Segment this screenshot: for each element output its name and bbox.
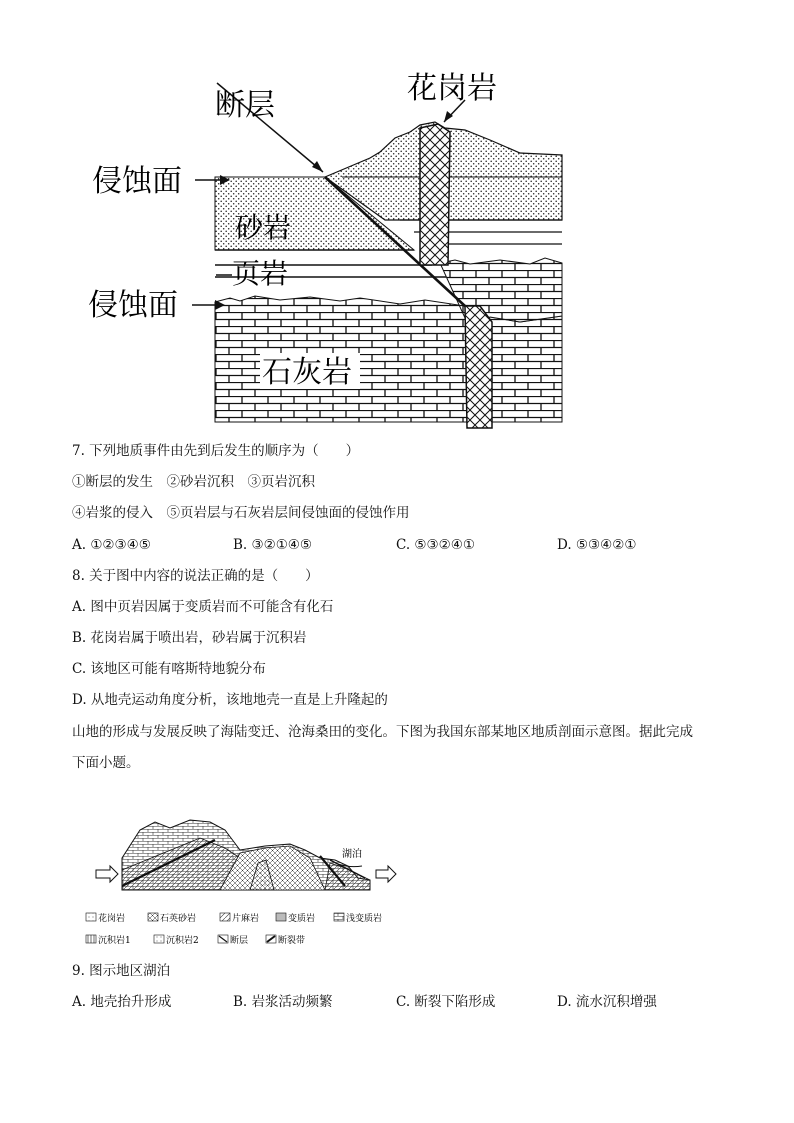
intro-line1: 山地的形成与发展反映了海陆变迁、沧海桑田的变化。下图为我国东部某地区地质剖面示意图。据此完成 xyxy=(72,724,693,740)
legend-fracture-zone: 断裂带 xyxy=(278,936,306,946)
legend-gneiss: 片麻岩 xyxy=(232,914,260,924)
geologic-profile-figure xyxy=(80,808,410,953)
q9-option-c[interactable]: C. 断裂下陷形成 xyxy=(396,994,496,1010)
q8-option-d[interactable]: D. 从地壳运动角度分析，该地地壳一直是上升隆起的 xyxy=(72,692,388,708)
lake-label: 湖泊 xyxy=(342,849,362,860)
legend-metamorphic: 变质岩 xyxy=(288,914,316,924)
q8-option-a[interactable]: A. 图中页岩因属于变质岩而不可能含有化石 xyxy=(72,599,334,615)
q7-events-line1: ①断层的发生 ②砂岩沉积 ③页岩沉积 xyxy=(72,474,315,490)
legend-sedimentary-2: 沉积岩2 xyxy=(166,936,199,946)
fault-label: 断层 xyxy=(215,88,275,123)
legend-sedimentary-1: 沉积岩1 xyxy=(98,936,131,946)
intro-line2: 下面小题。 xyxy=(72,755,140,771)
q7-option-c[interactable]: C. ⑤③②④① xyxy=(396,537,475,553)
geologic-cross-section-figure xyxy=(80,60,580,435)
q8-option-b[interactable]: B. 花岗岩属于喷出岩，砂岩属于沉积岩 xyxy=(72,630,307,646)
q9-option-b[interactable]: B. 岩浆活动频繁 xyxy=(233,994,333,1010)
erosion-surface-lower-label: 侵蚀面 xyxy=(88,288,178,323)
q7-option-a[interactable]: A. ①②③④⑤ xyxy=(72,537,151,553)
limestone-label: 石灰岩 xyxy=(262,355,352,390)
sandstone-label: 砂岩 xyxy=(235,211,292,244)
legend-fault: 断层 xyxy=(230,936,249,946)
q7-option-d[interactable]: D. ⑤③④②① xyxy=(557,537,637,553)
q9-option-d[interactable]: D. 流水沉积增强 xyxy=(557,994,657,1010)
q8-stem: 8. 关于图中内容的说法正确的是（ ） xyxy=(72,568,319,584)
shale-label: 页岩 xyxy=(232,257,289,290)
legend-granite: 花岗岩 xyxy=(98,914,126,924)
q7-option-b[interactable]: B. ③②①④⑤ xyxy=(233,537,313,553)
q7-stem: 7. 下列地质事件由先到后发生的顺序为（ ） xyxy=(72,443,360,459)
q8-option-c[interactable]: C. 该地区可能有喀斯特地貌分布 xyxy=(72,661,266,677)
erosion-surface-upper-label: 侵蚀面 xyxy=(92,164,182,199)
q9-option-a[interactable]: A. 地壳抬升形成 xyxy=(72,994,172,1010)
q7-events-line2: ④岩浆的侵入 ⑤页岩层与石灰岩层间侵蚀面的侵蚀作用 xyxy=(72,505,410,521)
legend-quartz-sandstone: 石英砂岩 xyxy=(160,914,197,924)
legend-low-grade-metamorphic: 浅变质岩 xyxy=(346,914,383,924)
granite-label: 花岗岩 xyxy=(407,71,497,106)
q9-stem: 9. 图示地区湖泊 xyxy=(72,963,171,979)
